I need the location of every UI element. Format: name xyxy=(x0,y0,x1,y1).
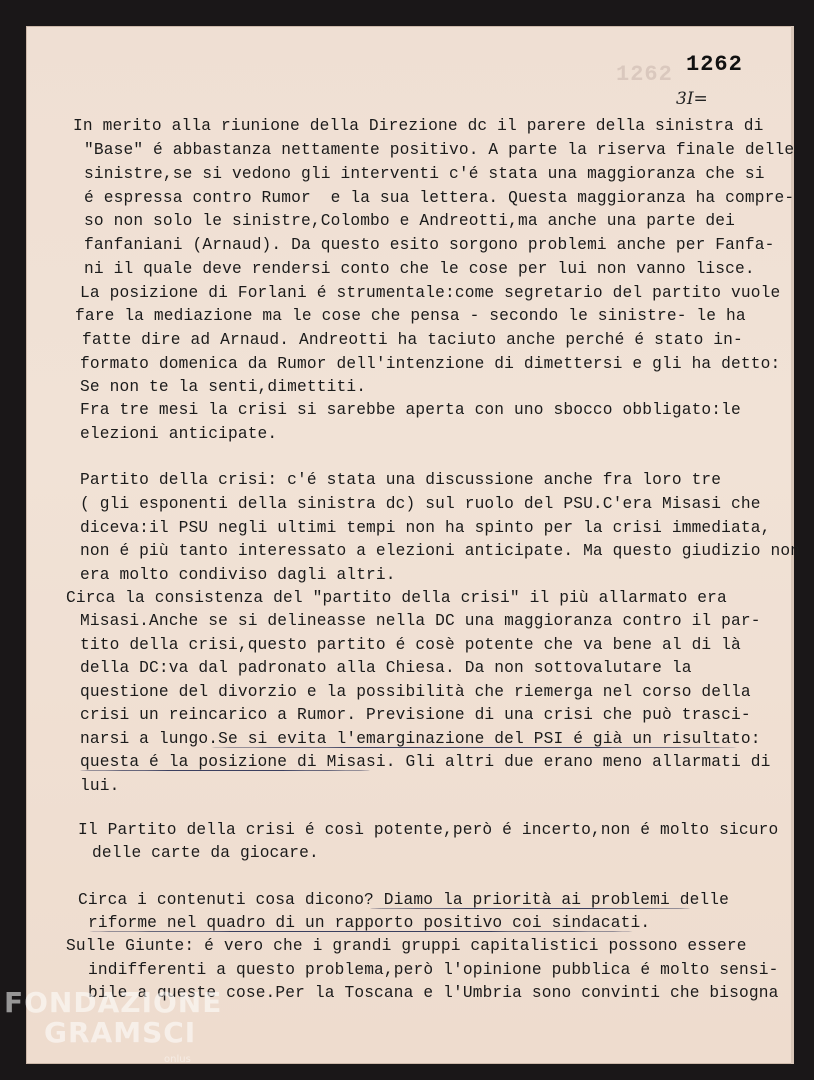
text-line: sinistre,se si vedono gli interventi c'é stata una maggioranza che si xyxy=(84,165,765,183)
text-line: indifferenti a questo problema,però l'opinione pubblica é molto sensi- xyxy=(88,961,779,979)
page-number: 1262 xyxy=(686,52,743,77)
text-line: questione del divorzio e la possibilità che riemerga nel corso della xyxy=(80,683,751,701)
handwritten-sheet-number: 3I= xyxy=(676,89,708,109)
text-line: Sulle Giunte: é vero che i grandi gruppi capitalistici possono essere xyxy=(66,937,747,955)
archive-watermark xyxy=(4,988,222,1048)
pen-underline xyxy=(80,770,370,771)
text-line: In merito alla riunione della Direzione dc il parere della sinistra di xyxy=(73,117,764,135)
text-line: narsi a lungo.Se si evita l'emarginazione del PSI é già un risultato: xyxy=(80,730,761,748)
text-line: questa é la posizione di Misasi. Gli altri due erano meno allarmati di xyxy=(80,753,771,771)
text-line: lui. xyxy=(80,777,120,795)
watermark-line: GRAMSCI xyxy=(44,1016,197,1049)
text-line: Circa la consistenza del "partito della crisi" il più allarmato era xyxy=(66,589,727,607)
text-line: Se non te la senti,dimettiti. xyxy=(80,378,367,396)
text-line: fatte dire ad Arnaud. Andreotti ha taciuto anche perché é stato in- xyxy=(82,331,743,349)
watermark-line: FONDAZIONE xyxy=(4,986,223,1019)
text-line: era molto condiviso dagli altri. xyxy=(80,566,396,584)
pen-underline xyxy=(88,931,634,932)
text-line: crisi un reincarico a Rumor. Previsione di una crisi che può trasci- xyxy=(80,706,751,724)
text-line: fanfaniani (Arnaud). Da questo esito sorgono problemi anche per Fanfa- xyxy=(84,236,775,254)
text-line: elezioni anticipate. xyxy=(80,425,278,443)
text-line: diceva:il PSU negli ultimi tempi non ha spinto per la crisi immediata, xyxy=(80,519,771,537)
text-line: La posizione di Forlani é strumentale:come segretario del partito vuole xyxy=(80,284,781,302)
faded-page-number: 1262 xyxy=(616,62,673,87)
text-line: riforme nel quadro di un rapporto positivo coi sindacati. xyxy=(88,914,651,932)
text-line: Partito della crisi: c'é stata una discussione anche fra loro tre xyxy=(80,471,722,489)
text-line: bile a queste cose.Per la Toscana e l'Umbria sono convinti che bisogna xyxy=(88,984,779,1002)
text-line: "Base" é abbastanza nettamente positivo. A parte la riserva finale delle xyxy=(84,141,795,159)
text-line: non é più tanto interessato a elezioni anticipate. Ma questo giudizio non xyxy=(80,542,801,560)
text-line: Misasi.Anche se si delineasse nella DC una maggioranza contro il par- xyxy=(80,612,761,630)
text-line: so non solo le sinistre,Colombo e Andreotti,ma anche una parte dei xyxy=(84,212,736,230)
text-line: ni il quale deve rendersi conto che le cose per lui non vanno lisce. xyxy=(84,260,755,278)
text-line: Fra tre mesi la crisi si sarebbe aperta con uno sbocco obbligato:le xyxy=(80,401,741,419)
text-line: delle carte da giocare. xyxy=(92,844,319,862)
pen-underline xyxy=(210,747,738,748)
text-line: Circa i contenuti cosa dicono? Diamo la priorità ai problemi delle xyxy=(78,891,730,909)
text-line: Il Partito della crisi é così potente,però é incerto,non é molto sicuro xyxy=(78,821,779,839)
text-line: fare la mediazione ma le cose che pensa - secondo le sinistre- le ha xyxy=(75,307,746,325)
watermark-subtitle: onlus xyxy=(164,1054,191,1065)
text-line: tito della crisi,questo partito é cosè potente che va bene al di là xyxy=(80,636,741,654)
text-line: é espressa contro Rumor e la sua lettera. Questa maggioranza ha compre- xyxy=(84,189,795,207)
text-line: formato domenica da Rumor dell'intenzione di dimettersi e gli ha detto: xyxy=(80,355,781,373)
pen-underline xyxy=(370,908,690,909)
text-line: della DC:va dal padronato alla Chiesa. Da non sottovalutare la xyxy=(80,659,692,677)
text-line: ( gli esponenti della sinistra dc) sul ruolo del PSU.C'era Misasi che xyxy=(80,495,761,513)
